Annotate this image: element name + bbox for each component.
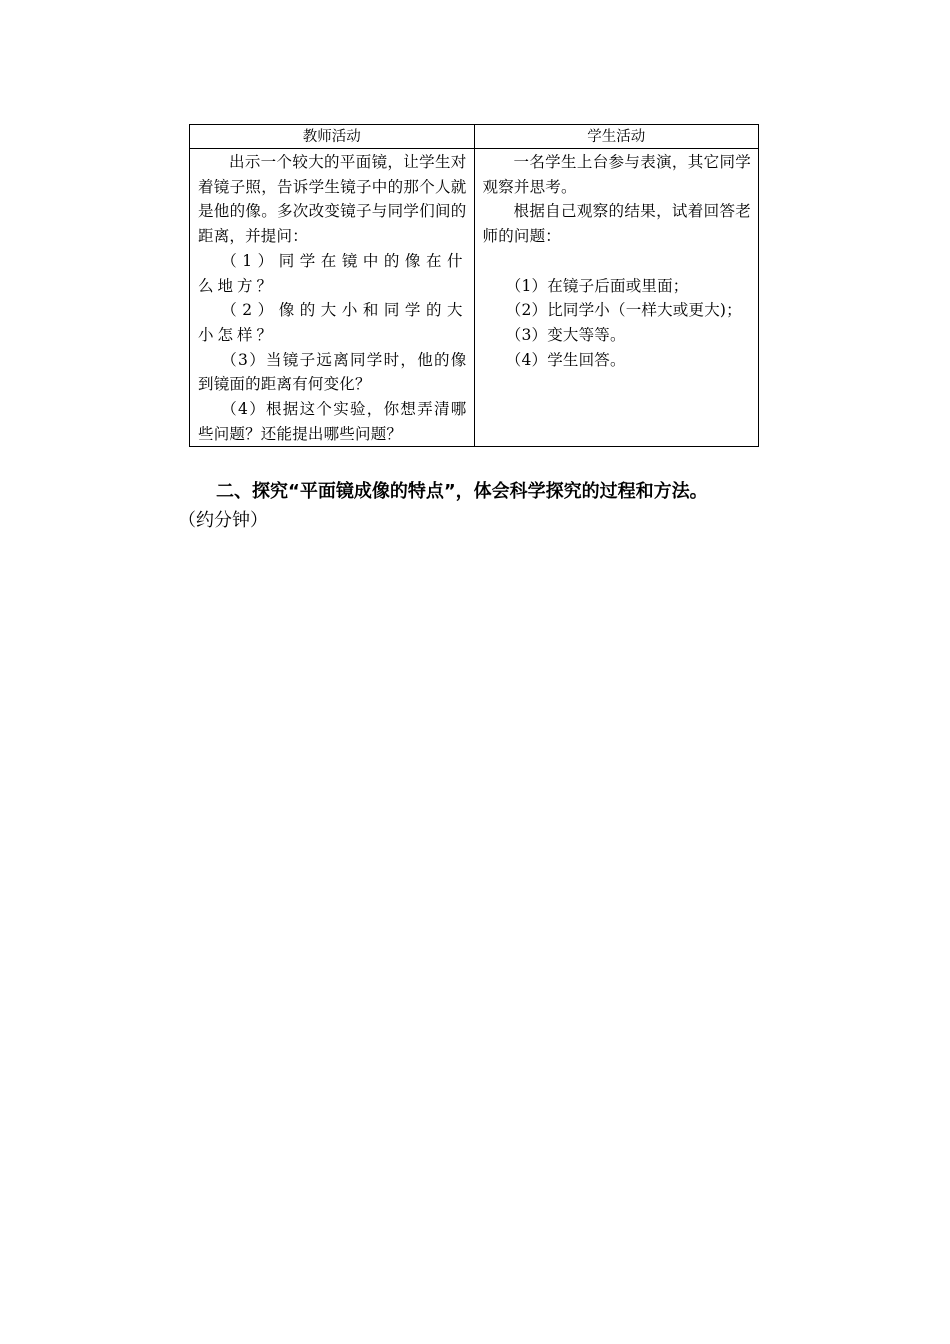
table-row	[190, 149, 759, 447]
student-activity-cell	[474, 149, 759, 447]
teacher-activity-header: 教师活动	[190, 125, 475, 149]
table-header-row	[190, 125, 759, 149]
blank-line	[483, 249, 752, 274]
section-heading	[178, 477, 782, 535]
student-answer-2: （2）比同学小（一样大或更大)；	[505, 301, 742, 320]
student-paragraph: 一名学生上台参与表演，其它同学观察并思考。	[482, 153, 751, 196]
activity-table	[189, 124, 759, 447]
teacher-question-2: （2）像的大小和同学的大小怎样？	[198, 301, 467, 344]
teacher-question-3: （3）当镜子远离同学时，他的像到镜面的距离有何变化？	[198, 350, 467, 394]
student-answer-1: （1）在镜子后面或里面；	[505, 276, 689, 295]
student-answer-3: （3）变大等等。	[505, 325, 626, 344]
teacher-question-4: （4）根据这个实验，你想弄清哪些问题？还能提出哪些问题？	[198, 400, 467, 443]
teacher-paragraph: 出示一个较大的平面镜，让学生对着镜子照，告诉学生镜子中的那个人就是他的像。多次改变镜子与同学们间的距离，并提问：	[198, 153, 467, 246]
student-answer-4: （4）学生回答。	[505, 350, 626, 369]
student-activity-header: 学生活动	[474, 125, 759, 149]
section-duration-note: （约分钟）	[178, 510, 268, 531]
teacher-question-1: （1）同学在镜中的像在什么地方？	[198, 251, 467, 295]
student-paragraph: 根据自己观察的结果，试着回答老师的问题：	[482, 202, 751, 246]
section-title: 二、探究“平面镜成像的特点”，体会科学探究的过程和方法。	[216, 481, 708, 502]
teacher-activity-cell	[190, 149, 475, 447]
